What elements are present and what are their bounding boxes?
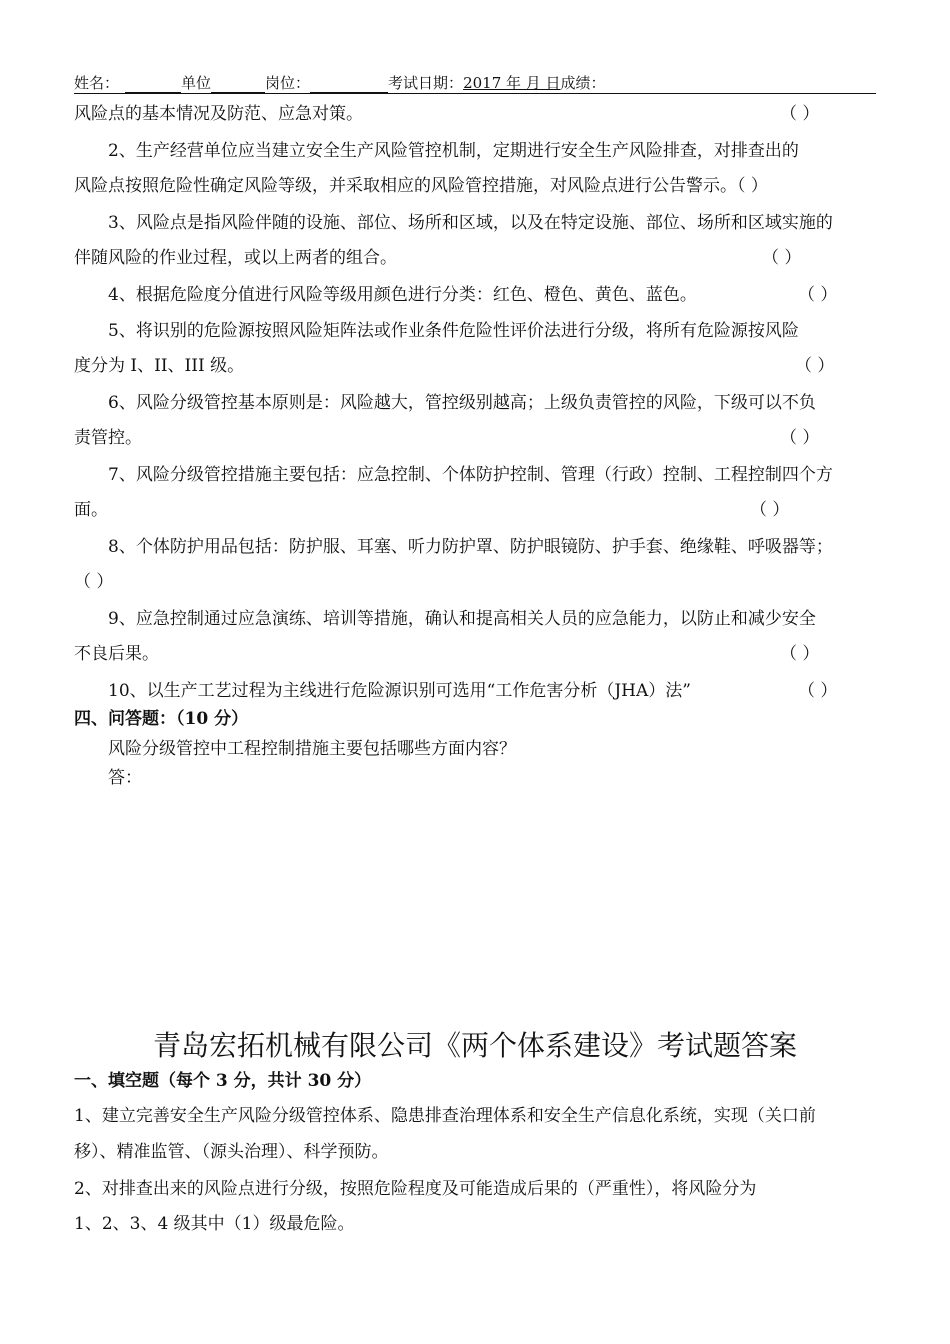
q3-answer-paren[interactable]: （ ） bbox=[762, 248, 802, 268]
answer-1-line-1: 1、建立完善安全生产风险分级管控体系、隐患排查治理体系和安全生产信息化系统，实现（关口前 bbox=[74, 1106, 816, 1126]
answer-sheet-title: 青岛宏拓机械有限公司《两个体系建设》考试题答案 bbox=[152, 1029, 797, 1062]
answer-2-line-1: 2、对排查出来的风险点进行分级，按照危险程度及可能造成后果的（严重性），将风险分为 bbox=[74, 1179, 757, 1199]
q3-line-1: 3、风险点是指风险伴随的设施、部位、场所和区域，以及在特定设施、部位、场所和区域实施的 bbox=[108, 213, 833, 233]
q4-answer-paren[interactable]: （ ） bbox=[798, 285, 838, 305]
q1-continuation: 风险点的基本情况及防范、应急对策。 bbox=[74, 104, 363, 124]
post-blank[interactable] bbox=[310, 76, 388, 93]
q6-line-2: 责管控。 bbox=[74, 428, 142, 448]
q10-answer-paren[interactable]: （ ） bbox=[798, 681, 838, 701]
q2-line-1: 2、生产经营单位应当建立安全生产风险管控机制，定期进行安全生产风险排查，对排查出的 bbox=[108, 141, 799, 161]
q5-answer-paren[interactable]: （ ） bbox=[795, 356, 835, 376]
answer-section1-heading: 一、填空题（每个 3 分，共计 30 分） bbox=[74, 1071, 372, 1091]
q3-line-2: 伴随风险的作业过程，或以上两者的组合。 bbox=[74, 248, 397, 268]
q1-answer-paren[interactable]: （ ） bbox=[780, 104, 820, 124]
name-blank[interactable] bbox=[125, 76, 181, 93]
q7-line-2: 面。 bbox=[74, 500, 108, 520]
q2-line-2: 风险点按照危险性确定风险等级，并采取相应的风险管控措施，对风险点进行公告警示。（ ） bbox=[74, 176, 768, 196]
unit-blank[interactable] bbox=[211, 76, 265, 93]
q6-answer-paren[interactable]: （ ） bbox=[780, 428, 820, 448]
q9-answer-paren[interactable]: （ ） bbox=[780, 644, 820, 664]
q6-line-1: 6、风险分级管控基本原则是：风险越大，管控级别越高；上级负责管控的风险，下级可以不负 bbox=[108, 393, 816, 413]
q4-line-1: 4、根据危险度分值进行风险等级用颜色进行分类：红色、橙色、黄色、蓝色。 bbox=[108, 285, 697, 305]
q9-line-2: 不良后果。 bbox=[74, 644, 159, 664]
q7-line-1: 7、风险分级管控措施主要包括：应急控制、个体防护控制、管理（行政）控制、工程控制四个方 bbox=[108, 465, 833, 485]
q5-line-2: 度分为 I、II、III 级。 bbox=[74, 356, 245, 376]
exam-header bbox=[74, 73, 876, 94]
q9-line-1: 9、应急控制通过应急演练、培训等措施，确认和提高相关人员的应急能力，以防止和减少安全 bbox=[108, 609, 816, 629]
section4-heading: 四、问答题：（10 分） bbox=[74, 709, 249, 729]
score-label: 成绩： bbox=[560, 74, 606, 92]
q8-line-1: 8、个体防护用品包括：防护服、耳塞、听力防护罩、防护眼镜防、护手套、绝缘鞋、呼吸器等； bbox=[108, 537, 833, 557]
post-label: 岗位： bbox=[265, 74, 311, 92]
q7-answer-paren[interactable]: （ ） bbox=[750, 500, 790, 520]
section4-question: 风险分级管控中工程控制措施主要包括哪些方面内容？ bbox=[108, 739, 516, 759]
q8-answer-paren[interactable]: （ ） bbox=[74, 572, 114, 592]
q10-line-1: 10、以生产工艺过程为主线进行危险源识别可选用“工作危害分析（JHA）法” bbox=[108, 681, 691, 701]
date-label: 考试日期： bbox=[388, 74, 464, 92]
q5-line-1: 5、将识别的危险源按照风险矩阵法或作业条件危险性评价法进行分级，将所有危险源按风险 bbox=[108, 321, 799, 341]
answer-1-line-2: 移）、精准监管、（源头治理）、科学预防。 bbox=[74, 1142, 389, 1162]
answer-2-line-2: 1、2、3、4 级其中（1）级最危险。 bbox=[74, 1214, 355, 1234]
unit-label: 单位 bbox=[181, 74, 212, 92]
name-label: 姓名： bbox=[74, 74, 120, 92]
date-value: 2017 年 月 日 bbox=[463, 74, 561, 92]
answer-label: 答： bbox=[108, 768, 142, 788]
